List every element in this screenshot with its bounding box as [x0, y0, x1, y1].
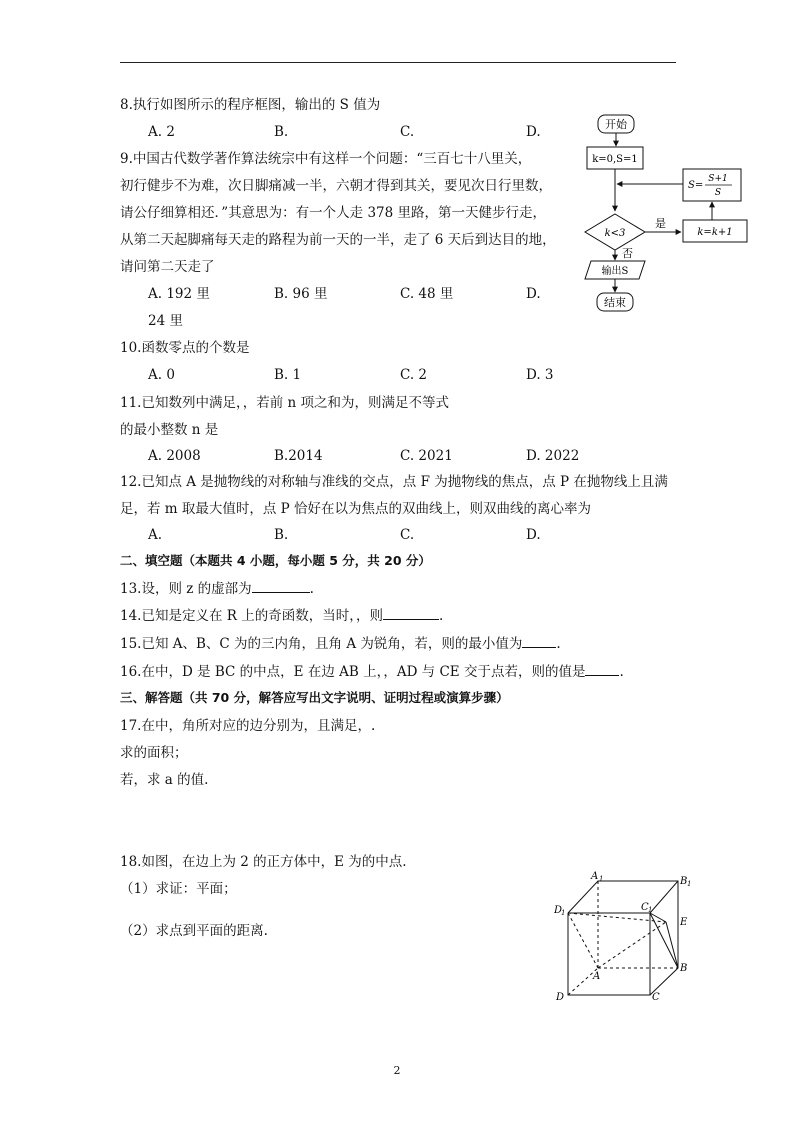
q8-option-c: C.	[400, 124, 415, 140]
q11-option-a: A. 2008	[148, 448, 201, 464]
cube-label-a1-sub: 1	[599, 875, 604, 883]
q18-line-3: （2）求点到平面的距离.	[120, 923, 268, 939]
q10-option-a: A. 0	[148, 367, 175, 383]
q13	[120, 579, 314, 598]
q8-option-d: D.	[526, 124, 541, 140]
program-flowchart	[575, 110, 775, 320]
q9-option-b: B. 96 里	[274, 286, 328, 302]
q11-option-d: D. 2022	[526, 448, 580, 464]
page-number: 2	[393, 1064, 401, 1077]
q17-line-1: 17.在中，角所对应的边分别为，且满足，.	[120, 718, 376, 734]
q9-option-d: D.	[526, 286, 541, 302]
q13-end: .	[309, 581, 314, 597]
q9-line-3: 请公仔细算相还．”其意思为：有一个人走 378 里路，第一天健步行走，	[120, 205, 547, 221]
q12-option-a: A.	[148, 527, 163, 543]
flowchart-update-s-numerator: S+1	[708, 174, 728, 184]
cube-label-e: E	[680, 917, 688, 928]
flowchart-output-label: 输出S	[601, 266, 629, 277]
q10-option-b: B. 1	[274, 367, 302, 383]
q12-line-2: 足，若 m 取最大值时，点 P 恰好在以为焦点的双曲线上，则双曲线的离心率为	[120, 501, 592, 517]
q15-end: .	[556, 636, 561, 652]
q16-end: .	[619, 664, 624, 680]
q11-line-2: 的最小整数 n 是	[120, 422, 219, 438]
q18-line-2: （1）求证：平面；	[120, 881, 237, 897]
cube-label-b1-sub: 1	[687, 880, 692, 888]
q14-text: 14.已知是定义在 R 上的奇函数，当时，，则	[120, 608, 383, 624]
flowchart-start-label: 开始	[605, 118, 627, 131]
cube-label-d: D	[556, 992, 565, 1003]
q11-option-c: C. 2021	[400, 448, 453, 464]
q10-stem: 10.函数零点的个数是	[120, 340, 250, 356]
q16	[120, 662, 624, 681]
q9-line-5: 请问第二天走了	[120, 259, 215, 275]
q16-answer-blank[interactable]	[585, 662, 619, 676]
flowchart-update-k-label: k=k+1	[697, 227, 733, 238]
cube-label-d1-sub: 1	[561, 909, 566, 917]
cube-label-b1: B	[680, 876, 688, 887]
cube-label-c: C	[652, 992, 660, 1003]
q12-option-d: D.	[526, 527, 541, 543]
section-3-heading: 三、解答题（共 70 分，解答应写出文字说明、证明过程或演算步骤）	[120, 690, 509, 705]
cube-label-c1-sub: 1	[648, 906, 653, 914]
cube-figure	[548, 868, 708, 1008]
q13-text: 13.设，则 z 的虚部为	[120, 581, 252, 597]
q16-text: 16.在中，D 是 BC 的中点，E 在边 AB 上，，AD 与 CE 交于点若，则的值是	[120, 664, 586, 680]
q17-line-2: 求的面积；	[120, 745, 188, 761]
q14	[120, 606, 443, 625]
flowchart-end-label: 结束	[604, 296, 626, 309]
q14-end: .	[438, 608, 444, 624]
flowchart-update-s-lhs: S=	[688, 180, 704, 191]
q12-line-1: 12.已知点 A 是抛物线的对称轴与准线的交点，点 F 为抛物线的焦点，点 P 在抛物线上且满	[120, 474, 668, 490]
flowchart-no-label: 否	[622, 247, 633, 260]
q9-option-d-value: 24 里	[148, 313, 183, 329]
q14-answer-blank[interactable]	[383, 606, 439, 620]
q11-line-1: 11.已知数列中满足，，若前 n 项之和为，则满足不等式	[120, 395, 449, 411]
q17-line-3: 若，求 a 的值.	[120, 772, 209, 788]
cube-label-c1: C	[641, 902, 649, 913]
q8-stem: 8.执行如图所示的程序框图，输出的 S 值为	[120, 97, 381, 113]
q15-answer-blank[interactable]	[522, 634, 556, 648]
q9-line-2: 初行健步不为难，次日脚痛减一半，六朝才得到其关，要见次日行里数，	[120, 178, 552, 194]
flowchart-yes-label: 是	[655, 217, 666, 230]
q12-option-b: B.	[274, 527, 289, 543]
q13-answer-blank[interactable]	[252, 579, 310, 593]
q18-line-1: 18.如图，在边上为 2 的正方体中，E 为的中点.	[120, 854, 407, 870]
q10-option-c: C. 2	[400, 367, 428, 383]
cube-label-b: B	[680, 963, 688, 974]
header-rule	[120, 62, 676, 63]
q8-option-a: A. 2	[148, 124, 175, 140]
flowchart-update-s-denominator: S	[714, 188, 722, 198]
flowchart-decision-label: k<3	[604, 228, 626, 239]
flowchart-init-label: k=0,S=1	[592, 154, 638, 165]
q15	[120, 634, 561, 653]
cube-label-d1: D	[554, 905, 563, 916]
q9-line-4: 从第二天起脚痛每天走的路程为前一天的一半，走了 6 天后到达目的地，	[120, 232, 556, 248]
q9-option-c: C. 48 里	[400, 286, 454, 302]
q8-option-b: B.	[274, 124, 289, 140]
q9-line-1: 9.中国古代数学著作算法统宗中有这样一个问题：“三百七十八里关，	[120, 151, 532, 167]
q12-option-c: C.	[400, 527, 415, 543]
cube-label-a: A	[593, 971, 601, 982]
section-2-heading: 二、填空题（本题共 4 小题，每小题 5 分，共 20 分）	[120, 553, 431, 568]
cube-label-a1: A	[591, 871, 599, 882]
q10-option-d: D. 3	[526, 367, 554, 383]
q15-text: 15.已知 A、B、C 为的三内角，且角 A 为锐角，若，则的最小值为	[120, 636, 523, 652]
q11-option-b: B.2014	[274, 448, 323, 464]
q9-option-a: A. 192 里	[148, 286, 210, 302]
